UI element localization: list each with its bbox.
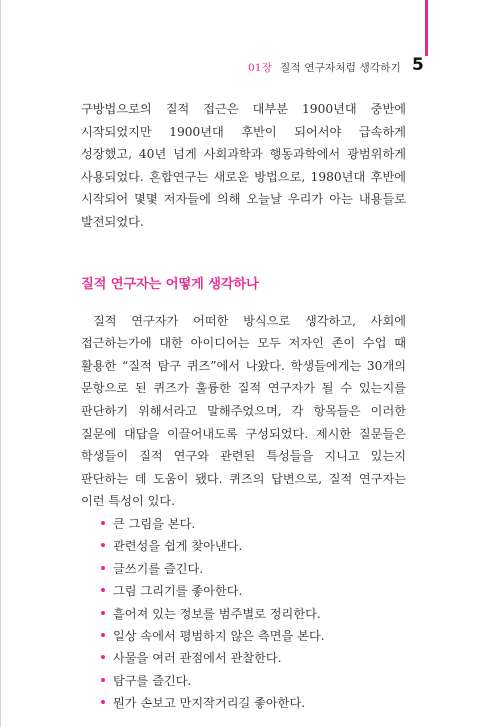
section-paragraph: 질적 연구자가 어떠한 방식으로 생각하고, 사회에 접근하는가에 대한 아이디어는 모두 저자인 존이 수업 때 활용한 “질적 탐구 퀴즈”에서 나왔다. 학생들에게는 30개의 문항으로 된 퀴즈가 훌륭한 질적 연구자가 될 수 있는지를 판단하기 위해서라고 말해주었으며, 각 항목들은 이러한 질문에 대답을 이끌어내도록 구성되었다. 제시한 질문들은 학생들이 질적 연구와 관련된 특성들을 지니고 있는지 판단하는 데 도움이 됐다. 퀴즈의 답변으로, 질적 연구자는 이런 특성이 있다. xyxy=(81,313,406,509)
bullet-dot-icon xyxy=(101,543,105,547)
trait-text: 뭔가 손보고 만지작거리길 좋아한다. xyxy=(113,696,306,711)
trait-list-item xyxy=(101,558,406,580)
bullet-dot-icon xyxy=(101,611,105,615)
page-number: 5 xyxy=(412,55,424,75)
bullet-dot-icon xyxy=(101,521,105,525)
trait-text: 사물을 여러 관점에서 관찰한다. xyxy=(113,651,282,666)
trait-list-item xyxy=(101,670,406,692)
section-heading: 질적 연구자는 어떻게 생각하나 xyxy=(81,276,259,292)
trait-list-item xyxy=(101,603,406,625)
trait-text: 일상 속에서 평범하지 않은 측면을 본다. xyxy=(113,628,325,643)
bullet-dot-icon xyxy=(101,566,105,570)
intro-paragraph: 구방법으로의 질적 접근은 대부분 1900년대 중반에 시작되었지만 1900년대 후반이 되어서야 급속하게 성장했고, 40년 넘게 사회과학과 행동과학에서 광범위하게 사용되었다. 혼합연구는 새로운 방법으로, 1980년대 후반에 시작되어 몇몇 저자들에 의해 오늘날 우리가 아는 내용들로 발전되었다. xyxy=(81,102,406,229)
trait-list-item xyxy=(101,513,406,535)
page-edge xyxy=(0,0,1,727)
bullet-dot-icon xyxy=(101,633,105,637)
chapter-tab-marker xyxy=(425,0,428,56)
trait-list-item xyxy=(101,625,406,647)
trait-text: 흩어져 있는 정보를 범주별로 정리한다. xyxy=(113,606,321,621)
chapter-title: 질적 연구자처럼 생각하기 xyxy=(280,62,401,74)
trait-list-item xyxy=(101,647,406,669)
trait-list-item xyxy=(101,692,406,714)
bullet-dot-icon xyxy=(101,700,105,704)
running-head xyxy=(248,60,401,75)
trait-list-item xyxy=(101,580,406,602)
trait-text: 큰 그림을 본다. xyxy=(113,516,196,531)
page-body xyxy=(81,98,406,715)
trait-text: 그림 그리기를 좋아한다. xyxy=(113,584,243,599)
trait-text: 탐구를 즐긴다. xyxy=(113,673,192,688)
trait-text: 관련성을 쉽게 찾아낸다. xyxy=(113,539,243,554)
trait-list xyxy=(81,513,406,715)
trait-list-item xyxy=(101,535,406,557)
trait-text: 글쓰기를 즐긴다. xyxy=(113,561,204,576)
bullet-dot-icon xyxy=(101,655,105,659)
bullet-dot-icon xyxy=(101,678,105,682)
bullet-dot-icon xyxy=(101,588,105,592)
chapter-label: 01장 xyxy=(248,62,273,74)
